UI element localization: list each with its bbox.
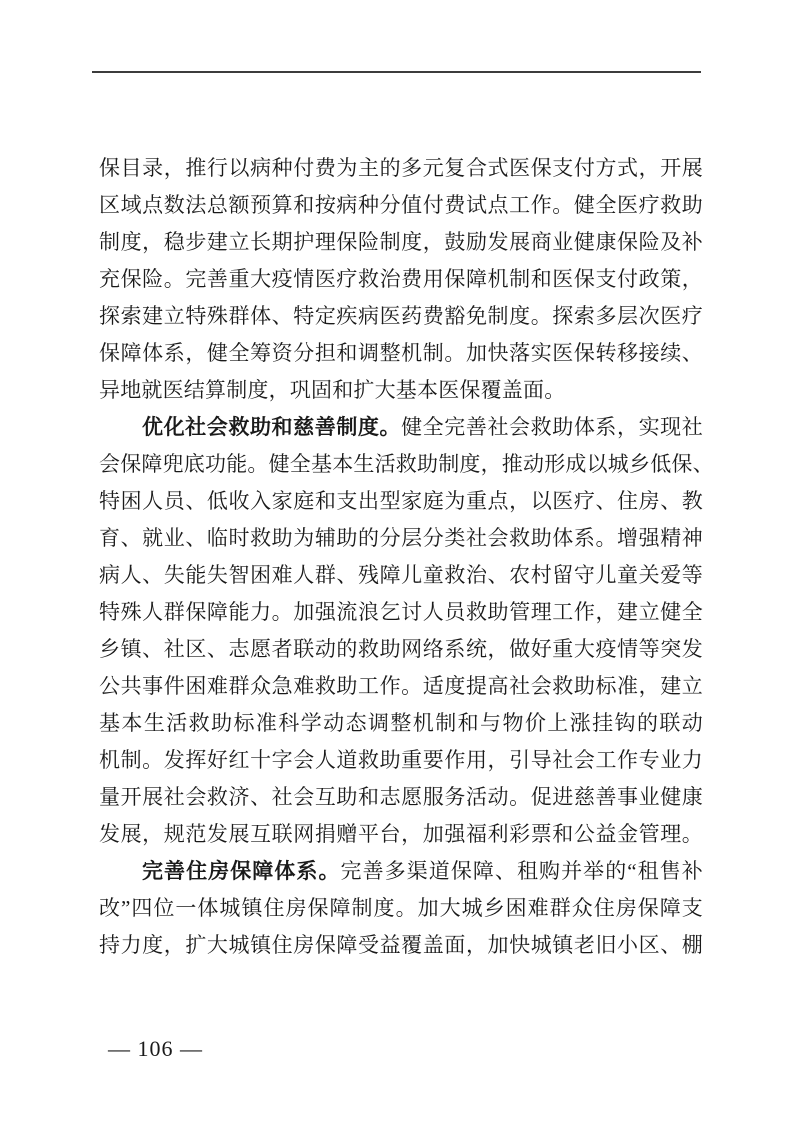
- text-line: 持力度，扩大城镇住房保障受益覆盖面，加快城镇老旧小区、棚: [99, 933, 703, 957]
- text-line: [99, 409, 703, 446]
- text-line: [99, 853, 703, 890]
- text-line: 基本生活救助标准科学动态调整机制和与物价上涨挂钩的联动: [99, 711, 703, 735]
- text-line: 充保险。完善重大疫情医疗救治费用保障机制和医保支付政策，: [99, 267, 703, 291]
- text-line: 探索建立特殊群体、特定疾病医药费豁免制度。探索多层次医疗: [99, 304, 703, 328]
- body-text: [99, 150, 714, 964]
- text-line: 乡镇、社区、志愿者联动的救助网络系统，做好重大疫情等突发: [99, 637, 703, 661]
- text-line: 量开展社会救济、社会互助和志愿服务活动。促进慈善事业健康: [99, 785, 703, 809]
- text-line: 保障体系，健全筹资分担和调整机制。加快落实医保转移接续、: [99, 341, 703, 365]
- text-line: 保目录，推行以病种付费为主的多元复合式医保支付方式，开展: [99, 156, 703, 180]
- text-line: 会保障兜底功能。健全基本生活救助制度，推动形成以城乡低保、: [99, 452, 714, 476]
- paragraph: [99, 409, 714, 853]
- text-line: 发展，规范发展互联网捐赠平台，加强福利彩票和公益金管理。: [99, 822, 703, 846]
- paragraph-lead-rest: 健全完善社会救助体系，实现社: [401, 415, 703, 439]
- paragraph-lead-bold: 优化社会救助和慈善制度。: [142, 415, 402, 439]
- text-line: 特殊人群保障能力。加强流浪乞讨人员救助管理工作，建立健全: [99, 600, 703, 624]
- page-number: — 106 —: [108, 1036, 203, 1061]
- text-line: 育、就业、临时救助为辅助的分层分类社会救助体系。增强精神: [99, 526, 703, 550]
- header-rule: [92, 71, 701, 73]
- text-line: 公共事件困难群众急难救助工作。适度提高社会救助标准，建立: [99, 674, 703, 698]
- text-line: 区域点数法总额预算和按病种分值付费试点工作。健全医疗救助: [99, 193, 703, 217]
- paragraph-lead-bold: 完善住房保障体系。: [142, 859, 341, 883]
- text-line: 制度，稳步建立长期护理保险制度，鼓励发展商业健康保险及补: [99, 230, 703, 254]
- text-line: 机制。发挥好红十字会人道救助重要作用，引导社会工作专业力: [99, 748, 703, 772]
- text-line: 病人、失能失智困难人群、残障儿童救治、农村留守儿童关爱等: [99, 563, 703, 587]
- paragraph: [99, 853, 703, 964]
- paragraph-lead-rest: 完善多渠道保障、租购并举的“租售补: [340, 859, 703, 883]
- text-line: 异地就医结算制度，巩固和扩大基本医保覆盖面。: [99, 378, 566, 402]
- text-line: 特困人员、低收入家庭和支出型家庭为重点，以医疗、住房、教: [99, 489, 703, 513]
- paragraph: [99, 150, 703, 409]
- text-line: 改”四位一体城镇住房保障制度。加大城乡困难群众住房保障支: [99, 896, 703, 920]
